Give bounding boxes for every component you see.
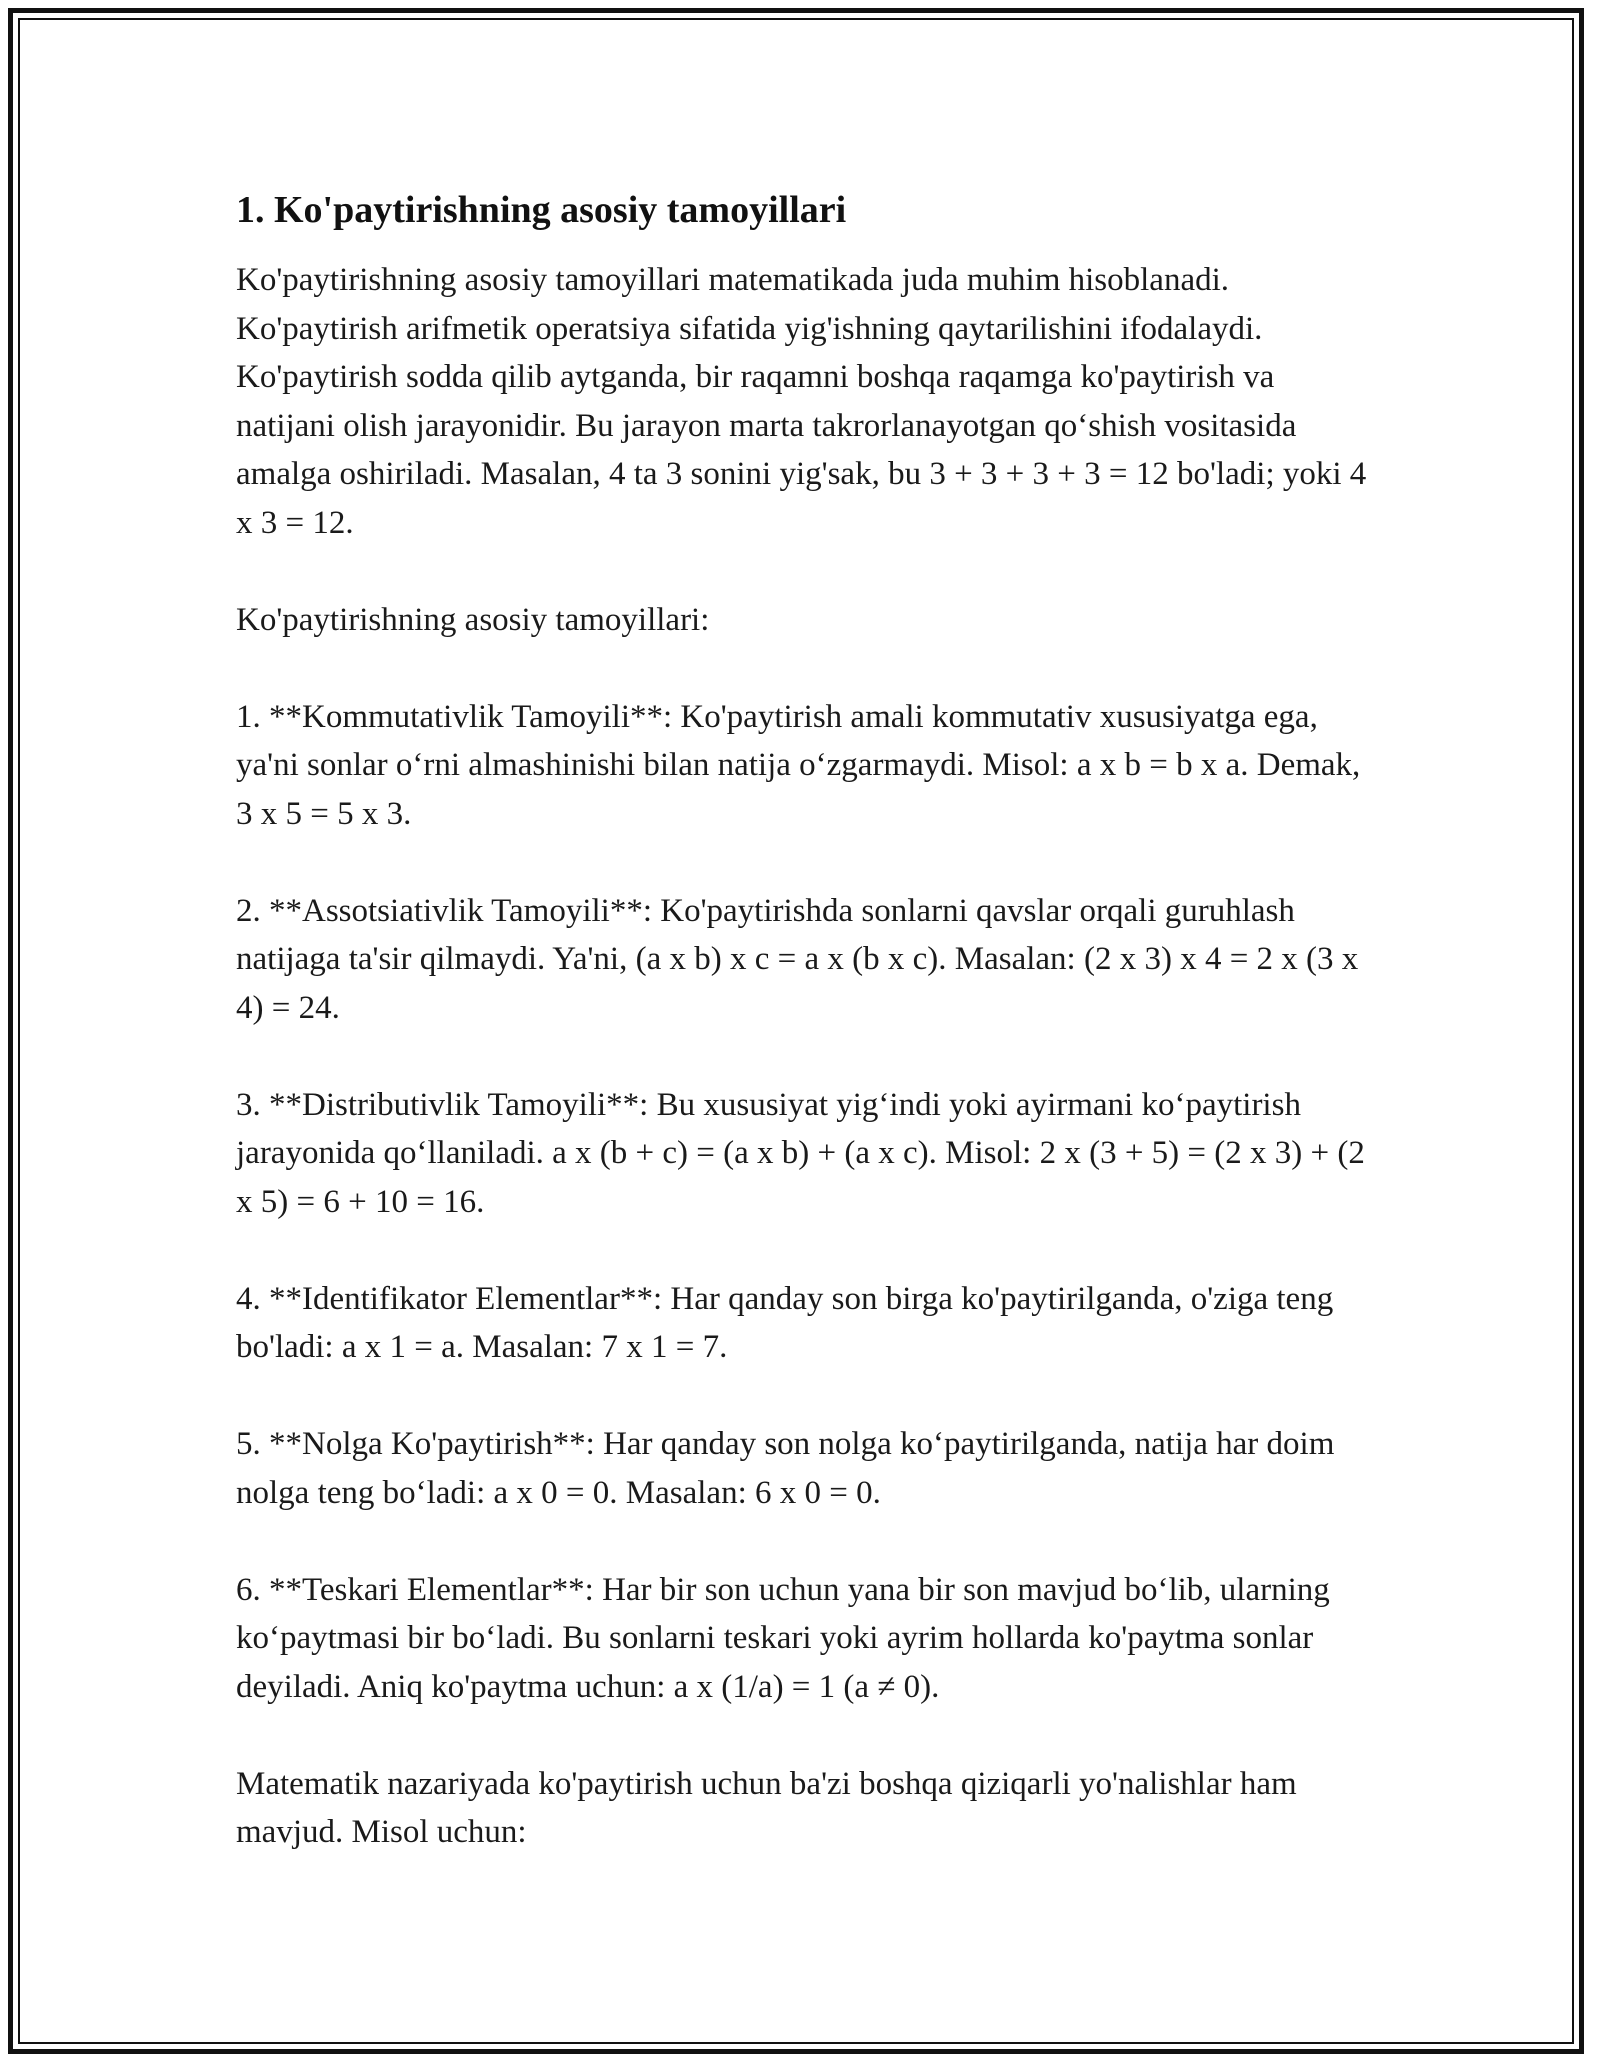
- intro-paragraph: Ko'paytirishning asosiy tamoyillari matematikada juda muhim hisoblanadi. Ko'paytirish arifmetik operatsiya sifatida yig'ishning qaytarilishini ifodalaydi. Ko'paytirish sodda qilib aytganda, bir raqamni boshqa raqamga ko'paytirish va natijani olish jarayonidir. Bu jarayon marta takrorlanayotgan qo‘shish vositasida amalga oshiriladi. Masalan, 4 ta 3 sonini yig'sak, bu 3 + 3 + 3 + 3 = 12 bo'ladi; yoki 4 x 3 = 12.: [236, 262, 1367, 541]
- closing-paragraph: Matematik nazariyada ko'paytirish uchun ba'zi boshqa qiziqarli yo'nalishlar ham mavjud. Misol uchun:: [236, 1765, 1297, 1850]
- section-title: 1. Ko'paytirishning asosiy tamoyillari: [236, 189, 847, 231]
- principle-inverse: 6. **Teskari Elementlar**: Har bir son uchun yana bir son mavjud bo‘lib, ularning ko‘paytmasi bir bo‘ladi. Bu sonlarni teskari yoki ayrim hollarda ko'paytma sonlar deyiladi. Aniq ko'paytma uchun: a x (1/a) = 1 (a ≠ 0).: [236, 1571, 1330, 1705]
- document-body: [236, 186, 1370, 1905]
- principle-associative: 2. **Assotsiativlik Tamoyili**: Ko'paytirishda sonlarni qavslar orqali guruhlash natijaga ta'sir qilmaydi. Ya'ni, (a x b) x c = a x (b x c). Masalan: (2 x 3) x 4 = 2 x (3 x 4) = 24.: [236, 892, 1359, 1026]
- principle-identity: 4. **Identifikator Elementlar**: Har qanday son birga ko'paytirilganda, o'ziga teng bo'ladi: a x 1 = a. Masalan: 7 x 1 = 7.: [236, 1280, 1334, 1365]
- principle-zero: 5. **Nolga Ko'paytirish**: Har qanday son nolga ko‘paytirilganda, natija har doim nolga teng bo‘ladi: a x 0 = 0. Masalan: 6 x 0 = 0.: [236, 1426, 1335, 1511]
- principle-commutative: 1. **Kommutativlik Tamoyili**: Ko'paytirish amali kommutativ xususiyatga ega, ya'ni sonlar o‘rni almashinishi bilan natija o‘zgarmaydi. Misol: a x b = b x a. Demak, 3 x 5 = 5 x 3.: [236, 698, 1361, 832]
- principle-distributive: 3. **Distributivlik Tamoyili**: Bu xususiyat yig‘indi yoki ayirmani ko‘paytirish jarayonida qo‘llaniladi. a x (b + c) = (a x b) + (a x c). Misol: 2 x (3 + 5) = (2 x 3) + (2 x 5) = 6 + 10 = 16.: [236, 1086, 1365, 1220]
- principles-heading: Ko'paytirishning asosiy tamoyillari:: [236, 601, 710, 638]
